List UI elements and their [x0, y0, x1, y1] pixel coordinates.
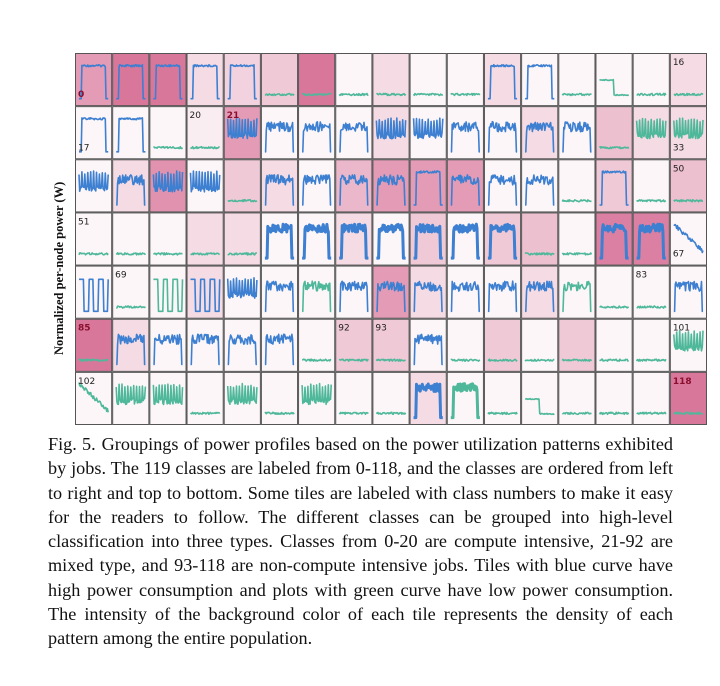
- tile-background: [336, 54, 372, 106]
- tile-class-77: [410, 266, 446, 318]
- tile-class-95: [447, 319, 483, 371]
- tile-background: [373, 54, 409, 106]
- tile-class-118: [670, 372, 706, 424]
- tile-background: [522, 319, 558, 371]
- tile-class-6: [299, 54, 335, 106]
- tile-background: [299, 319, 335, 371]
- tile-class-89: [224, 319, 260, 371]
- tile-class-21: [224, 107, 260, 159]
- tile-class-label: 83: [635, 270, 648, 281]
- tile-class-74: [299, 266, 335, 318]
- tile-background: [522, 213, 558, 265]
- tile-class-78: [447, 266, 483, 318]
- tile-class-17: [76, 107, 112, 159]
- tile-class-label: 17: [78, 143, 90, 154]
- tile-class-53: [150, 213, 186, 265]
- tile-class-90: [261, 319, 297, 371]
- tile-class-26: [410, 107, 446, 159]
- tile-background: [224, 160, 260, 212]
- tile-class-45: [484, 160, 520, 212]
- tile-class-56: [261, 213, 297, 265]
- tile-class-10: [447, 54, 483, 106]
- tile-class-83: [633, 266, 669, 318]
- tile-class-93: [373, 319, 409, 371]
- tile-class-29: [522, 107, 558, 159]
- tile-class-33: [670, 107, 706, 159]
- power-curve: [339, 94, 368, 96]
- tile-class-40: [299, 160, 335, 212]
- tile-class-98: [559, 319, 595, 371]
- tile-background: [633, 319, 669, 371]
- tile-class-85: [76, 319, 112, 371]
- tile-class-41: [336, 160, 372, 212]
- tile-background: [596, 266, 632, 318]
- tile-class-71: [187, 266, 223, 318]
- tile-background: [484, 372, 520, 424]
- tile-class-82: [596, 266, 632, 318]
- tile-background: [261, 372, 297, 424]
- tile-class-84: [670, 266, 706, 318]
- tile-class-32: [633, 107, 669, 159]
- tile-class-label: 20: [189, 111, 201, 122]
- tile-class-12: [522, 54, 558, 106]
- tile-class-66: [633, 213, 669, 265]
- tile-class-label: 101: [672, 323, 691, 334]
- tile-class-79: [484, 266, 520, 318]
- tile-class-48: [596, 160, 632, 212]
- tile-class-101: [670, 319, 706, 371]
- tile-class-58: [336, 213, 372, 265]
- tile-class-27: [447, 107, 483, 159]
- power-curve: [302, 94, 331, 96]
- tile-background: [261, 54, 297, 106]
- tile-class-108: [299, 372, 335, 424]
- tile-class-35: [113, 160, 149, 212]
- tile-class-label: 67: [672, 249, 685, 260]
- tile-background: [559, 319, 595, 371]
- tile-class-65: [596, 213, 632, 265]
- tile-class-13: [559, 54, 595, 106]
- power-curve: [637, 359, 666, 361]
- tile-class-81: [559, 266, 595, 318]
- tile-class-31: [596, 107, 632, 159]
- tile-class-1: [113, 54, 149, 106]
- tile-background: [187, 372, 223, 424]
- tile-class-104: [150, 372, 186, 424]
- tile-class-110: [373, 372, 409, 424]
- tile-class-114: [522, 372, 558, 424]
- tile-class-60: [410, 213, 446, 265]
- tile-class-37: [187, 160, 223, 212]
- tile-class-51: [76, 213, 112, 265]
- power-curve: [228, 200, 257, 202]
- tile-class-57: [299, 213, 335, 265]
- tile-class-43: [410, 160, 446, 212]
- tile-background: [633, 54, 669, 106]
- tile-class-55: [224, 213, 260, 265]
- tile-class-label: 33: [672, 143, 685, 154]
- tile-class-50: [670, 160, 706, 212]
- tile-class-7: [336, 54, 372, 106]
- tile-background: [336, 372, 372, 424]
- tile-class-label: 93: [375, 323, 387, 334]
- tile-background: [559, 160, 595, 212]
- tile-class-label: 50: [672, 164, 685, 175]
- tile-background: [373, 372, 409, 424]
- tile-class-25: [373, 107, 409, 159]
- tile-background: [447, 319, 483, 371]
- tile-class-99: [596, 319, 632, 371]
- tile-class-117: [633, 372, 669, 424]
- tile-background: [224, 213, 260, 265]
- tile-background: [633, 372, 669, 424]
- tile-background: [484, 319, 520, 371]
- tile-class-103: [113, 372, 149, 424]
- tile-class-label: 69: [115, 270, 127, 281]
- tile-background: [596, 319, 632, 371]
- figure-caption: [48, 432, 673, 651]
- tile-class-87: [150, 319, 186, 371]
- tile-class-49: [633, 160, 669, 212]
- tile-class-67: [670, 213, 706, 265]
- tile-background: [596, 107, 632, 159]
- tile-class-68: [76, 266, 112, 318]
- tile-class-88: [187, 319, 223, 371]
- caption-label: Fig. 5.: [48, 434, 96, 454]
- tile-class-30: [559, 107, 595, 159]
- tile-background: [150, 213, 186, 265]
- tile-class-73: [261, 266, 297, 318]
- power-curve: [153, 147, 182, 149]
- tile-class-96: [484, 319, 520, 371]
- tile-class-18: [113, 107, 149, 159]
- tile-class-3: [187, 54, 223, 106]
- tile-class-75: [336, 266, 372, 318]
- power-profile-figure: [30, 25, 692, 405]
- tile-class-4: [224, 54, 260, 106]
- tile-class-2: [150, 54, 186, 106]
- tile-class-106: [224, 372, 260, 424]
- tile-class-44: [447, 160, 483, 212]
- tile-class-label: 51: [78, 217, 90, 228]
- tile-background: [187, 213, 223, 265]
- tile-class-59: [373, 213, 409, 265]
- power-curve: [451, 94, 480, 96]
- tile-class-76: [373, 266, 409, 318]
- tile-class-23: [299, 107, 335, 159]
- tile-class-70: [150, 266, 186, 318]
- tile-class-92: [336, 319, 372, 371]
- tile-class-label: 21: [226, 111, 240, 122]
- tile-class-label: 102: [78, 376, 96, 387]
- tile-class-5: [261, 54, 297, 106]
- tile-class-42: [373, 160, 409, 212]
- tile-class-label: 118: [672, 376, 692, 387]
- tile-class-36: [150, 160, 186, 212]
- tile-class-112: [447, 372, 483, 424]
- power-curve: [79, 279, 108, 311]
- tile-background: [633, 160, 669, 212]
- tile-class-39: [261, 160, 297, 212]
- tile-class-105: [187, 372, 223, 424]
- tile-background: [559, 372, 595, 424]
- tile-class-0: [76, 54, 112, 106]
- tile-class-15: [633, 54, 669, 106]
- tile-class-113: [484, 372, 520, 424]
- tile-class-22: [261, 107, 297, 159]
- tile-class-94: [410, 319, 446, 371]
- tile-class-115: [559, 372, 595, 424]
- tile-class-label: 92: [338, 323, 350, 334]
- power-curve: [562, 253, 591, 255]
- caption-text: Groupings of power profiles based on the power utilization patterns exhibited by jobs. The 119 classes are labeled from 0-118, and the classes are ordered from left to right and top to bottom. Some tiles are labeled with class numbers to make it easy for the readers to follow. The different classes can be grouped into high-level classification into three types. Classes from 0-20 are compute intensive, 21-92 are mixed type, and 93-118 are non-compute intensive jobs. Tiles with blue curve have high power consumption and plots with green curve have low power consumption. The intensity of the background color of each tile represents the density of each pattern among the entire population.: [48, 434, 674, 649]
- tile-background: [299, 54, 335, 106]
- tile-class-20: [187, 107, 223, 159]
- tile-class-28: [484, 107, 520, 159]
- tile-class-24: [336, 107, 372, 159]
- tile-class-8: [373, 54, 409, 106]
- y-axis-label: Normalized per-node power (W): [52, 181, 66, 355]
- tile-background: [113, 213, 149, 265]
- tile-class-64: [559, 213, 595, 265]
- tile-class-38: [224, 160, 260, 212]
- tile-class-111: [410, 372, 446, 424]
- tile-class-109: [336, 372, 372, 424]
- tile-class-86: [113, 319, 149, 371]
- tile-class-63: [522, 213, 558, 265]
- tile-background: [150, 107, 186, 159]
- tile-class-100: [633, 319, 669, 371]
- tile-class-91: [299, 319, 335, 371]
- tile-class-80: [522, 266, 558, 318]
- tile-class-label: 0: [78, 90, 85, 101]
- tile-class-54: [187, 213, 223, 265]
- tile-class-52: [113, 213, 149, 265]
- tile-class-61: [447, 213, 483, 265]
- power-curve: [191, 412, 220, 414]
- tile-class-97: [522, 319, 558, 371]
- tile-background: [447, 54, 483, 106]
- tile-class-19: [150, 107, 186, 159]
- power-curve: [191, 279, 220, 311]
- power-curve: [153, 279, 182, 311]
- tile-class-47: [559, 160, 595, 212]
- tile-grid: [75, 53, 707, 425]
- tile-class-62: [484, 213, 520, 265]
- tile-class-72: [224, 266, 260, 318]
- tile-background: [559, 54, 595, 106]
- tile-class-102: [76, 372, 112, 424]
- tile-background: [410, 54, 446, 106]
- tile-class-69: [113, 266, 149, 318]
- tile-class-11: [484, 54, 520, 106]
- tile-class-16: [670, 54, 706, 106]
- tile-class-label: 16: [672, 58, 685, 68]
- tile-class-14: [596, 54, 632, 106]
- tile-background: [596, 372, 632, 424]
- tile-background: [559, 213, 595, 265]
- tile-class-34: [76, 160, 112, 212]
- tile-class-46: [522, 160, 558, 212]
- tile-class-label: 85: [78, 323, 91, 334]
- tile-class-116: [596, 372, 632, 424]
- tile-class-9: [410, 54, 446, 106]
- tile-class-107: [261, 372, 297, 424]
